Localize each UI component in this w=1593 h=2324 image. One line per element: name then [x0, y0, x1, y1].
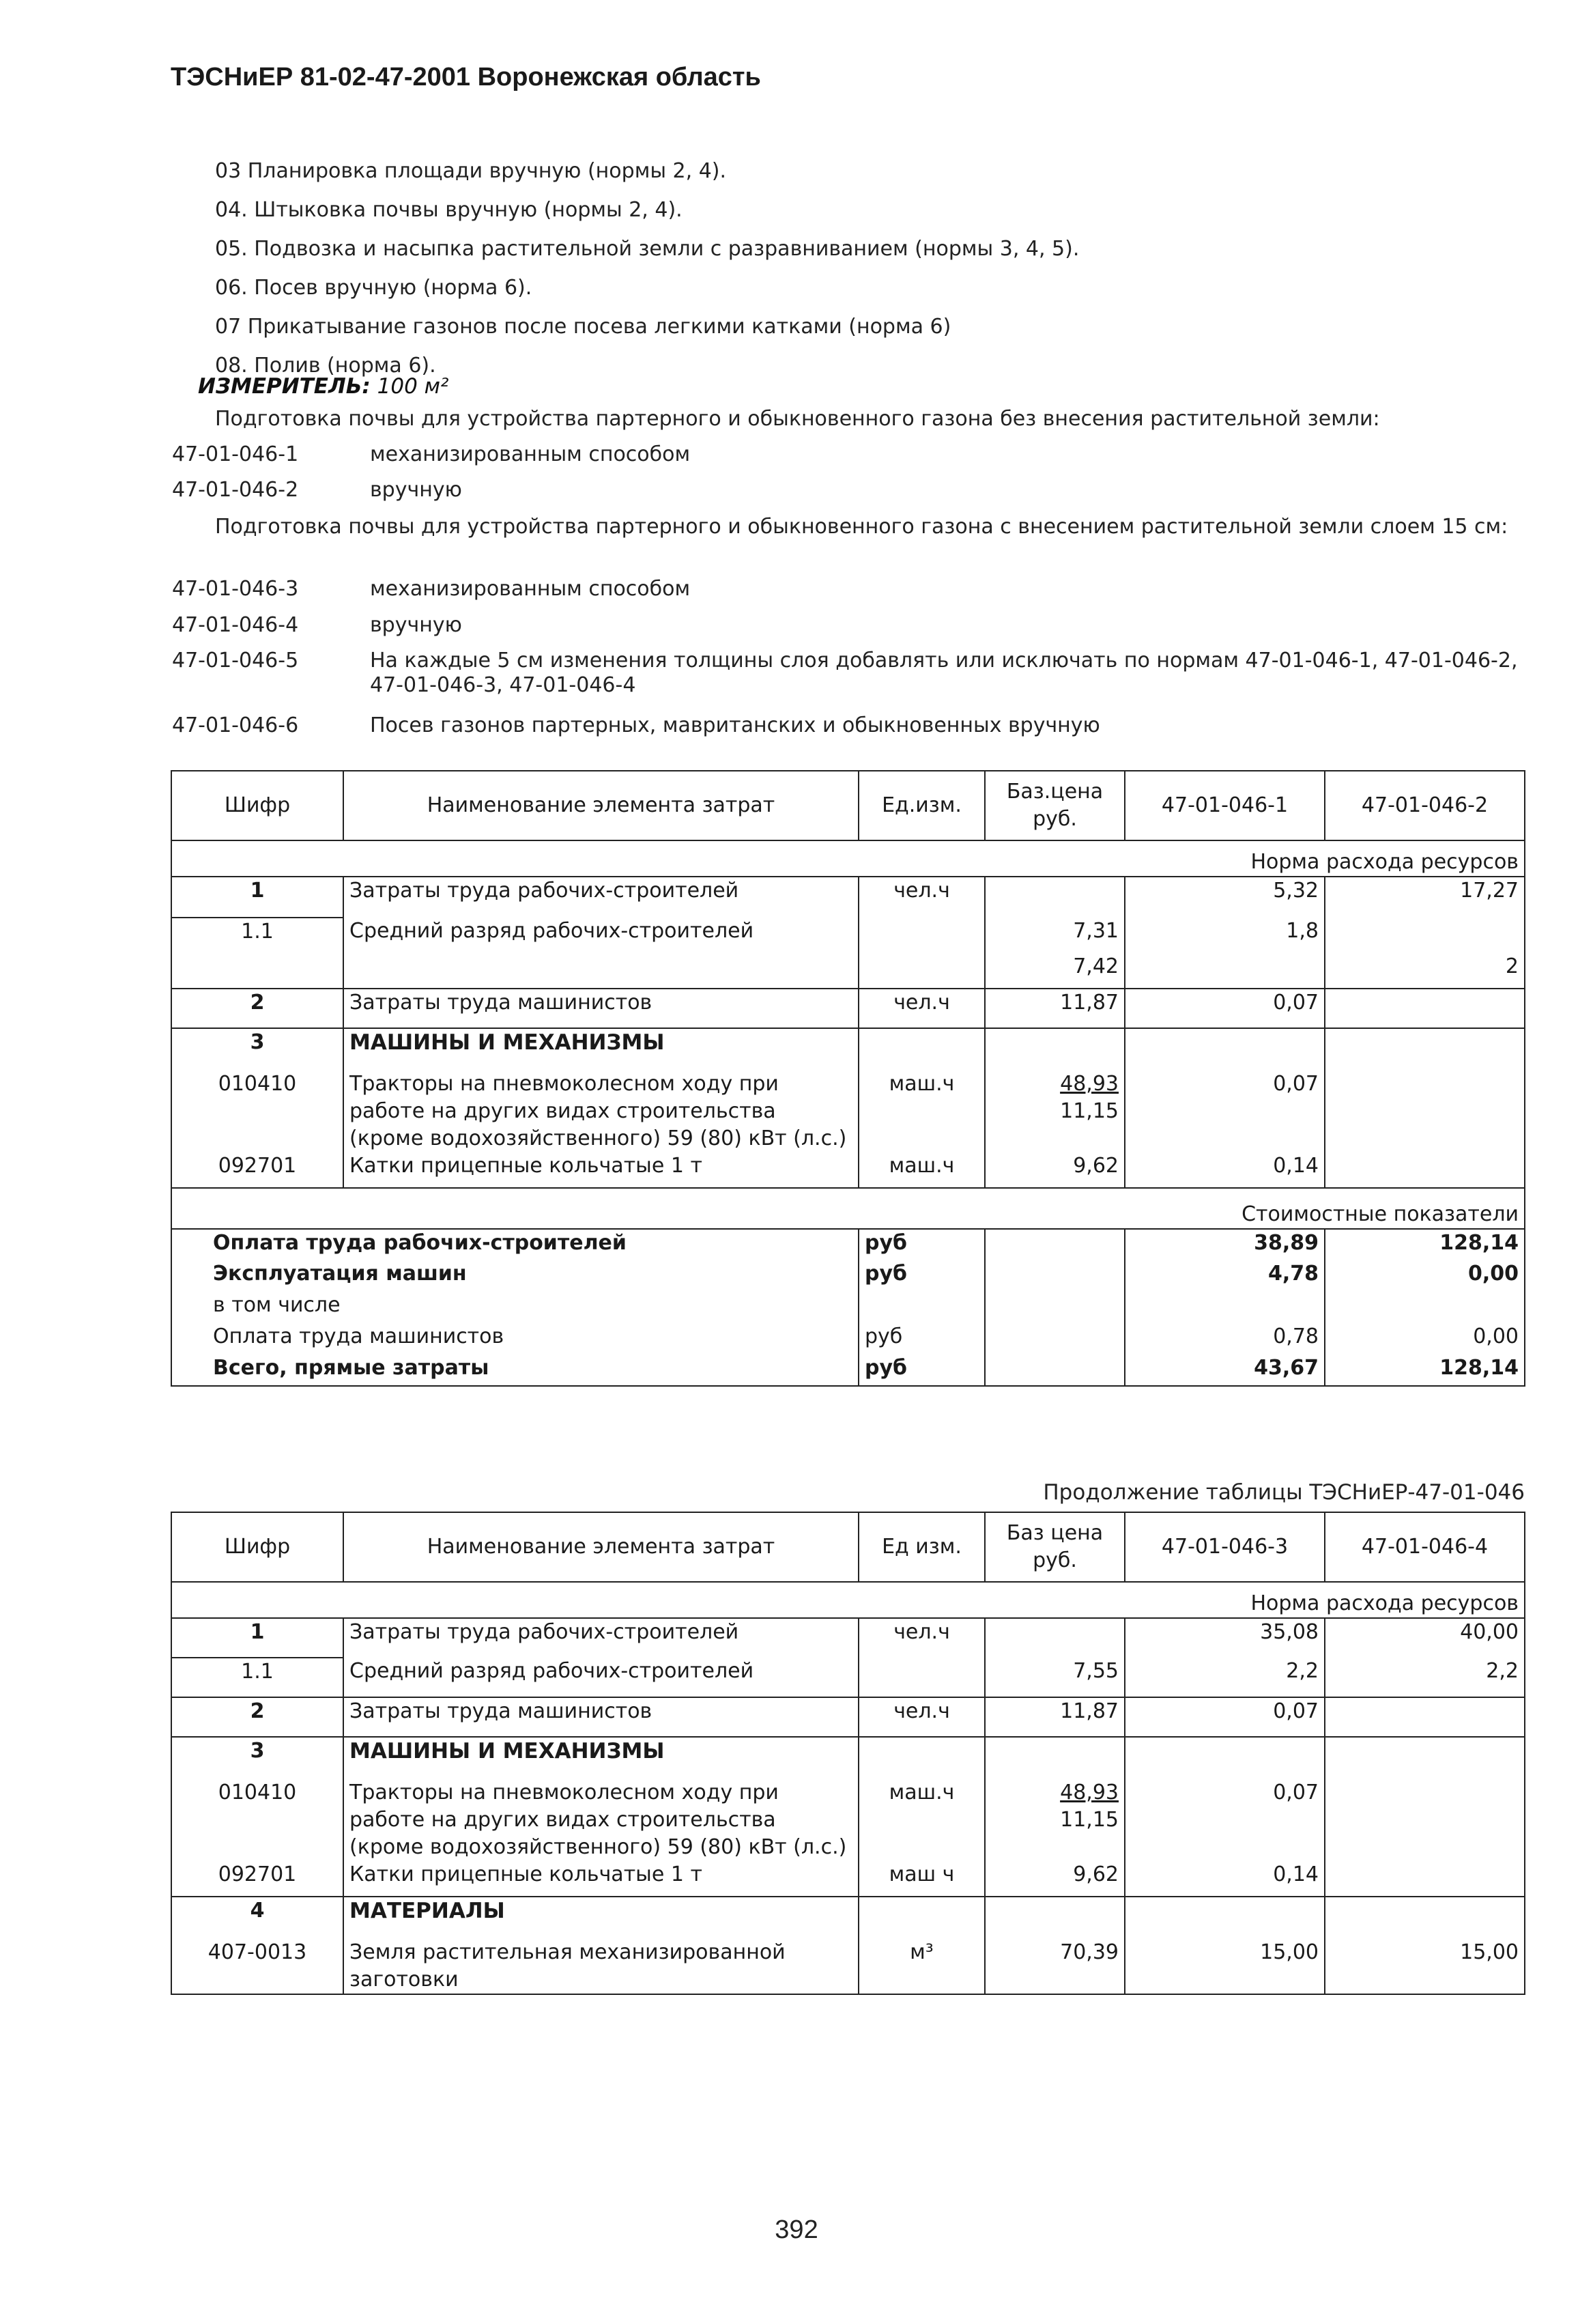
cell-name: Катки прицепные кольчатые 1 т	[343, 1861, 859, 1897]
norm-description: На каждые 5 см изменения толщины слоя добавлять или исключать по нормам 47-01-046-1, 47-01-046-2, 47-01-046-3, 47-01-046-4	[370, 649, 1518, 697]
header-cell: Наименование элемента затрат	[343, 771, 859, 840]
cell-unit: чел.ч	[859, 1618, 985, 1658]
cell-name: Средний разряд рабочих-строителей	[343, 1658, 859, 1697]
cell-value: 15,00	[1125, 1939, 1325, 1994]
table-row	[171, 1697, 1525, 1737]
price-numerator: 48,93	[1060, 1781, 1119, 1804]
cell-code: 2	[171, 989, 343, 1028]
cost-unit: руб	[859, 1229, 985, 1260]
cell-value	[1325, 918, 1525, 953]
cell-price	[985, 1779, 1125, 1861]
cell-value	[1325, 1697, 1525, 1737]
cost-label: Стоимостные показатели	[171, 1188, 1525, 1229]
work-item: 08. Полив (норма 6).	[215, 354, 436, 378]
cost-value: 43,67	[1125, 1355, 1325, 1386]
cost-value	[1325, 1292, 1525, 1323]
cost-unit: руб	[859, 1260, 985, 1292]
header-cell: Ед изм.	[859, 1512, 985, 1582]
cell-value: 0,07	[1125, 1697, 1325, 1737]
section-row	[171, 1028, 1525, 1071]
cell-code: 1.1	[171, 1658, 343, 1697]
header-cell: 47-01-046-3	[1125, 1512, 1325, 1582]
cell-price: 7,42	[985, 953, 1125, 989]
cell-unit: чел.ч	[859, 989, 985, 1028]
measure-unit	[198, 374, 448, 399]
measure-value: 100 м²	[377, 374, 449, 399]
cost-row	[171, 1355, 1525, 1386]
cell-value: 2,2	[1125, 1658, 1325, 1697]
price-numerator: 48,93	[1060, 1072, 1119, 1096]
table-row	[171, 1939, 1525, 1994]
cell-value: 15,00	[1325, 1939, 1525, 1994]
group-title-2: Подготовка почвы для устройства партерного и обыкновенного газона с внесением растительной земли слоем 15 см:	[215, 515, 1508, 539]
document-title: ТЭСНиЕР 81-02-47-2001 Воронежская область	[171, 63, 761, 91]
code-row	[172, 478, 1525, 505]
norm-description: механизированным способом	[370, 577, 691, 601]
cell-code: 2	[171, 1697, 343, 1737]
cell-value: 17,27	[1325, 877, 1525, 918]
section-title: МАШИНЫ И МЕХАНИЗМЫ	[343, 1028, 859, 1071]
table-row	[171, 1152, 1525, 1188]
cell-value: 0,14	[1125, 1861, 1325, 1897]
table-row	[171, 1618, 1525, 1658]
measure-label: ИЗМЕРИТЕЛЬ:	[198, 374, 371, 399]
cell-unit: чел.ч	[859, 1697, 985, 1737]
table-row	[171, 1071, 1525, 1152]
cost-name: Всего, прямые затраты	[171, 1355, 859, 1386]
cell-value	[1325, 1071, 1525, 1152]
table-row	[171, 953, 1525, 989]
cost-row	[171, 1229, 1525, 1260]
cost-name: Оплата труда рабочих-строителей	[171, 1229, 859, 1260]
norm-code: 47-01-046-5	[172, 649, 299, 672]
cost-unit: руб	[859, 1323, 985, 1355]
cell-name	[343, 953, 859, 989]
cost-unit	[859, 1292, 985, 1323]
cost-name: в том числе	[171, 1292, 859, 1323]
table-row	[171, 1779, 1525, 1861]
cell-value: 0,07	[1125, 1779, 1325, 1861]
cell-price	[985, 1071, 1125, 1152]
work-item: 06. Посев вручную (норма 6).	[215, 276, 532, 300]
cost-unit: руб	[859, 1355, 985, 1386]
continuation-caption: Продолжение таблицы ТЭСНиЕР-47-01-046	[1043, 1480, 1525, 1505]
code-row	[172, 442, 1525, 470]
norm-label: Норма расхода ресурсов	[171, 1590, 1525, 1618]
cost-row	[171, 1292, 1525, 1323]
norm-code: 47-01-046-3	[172, 577, 299, 601]
work-item: 07 Прикатывание газонов после посева легкими катками (норма 6)	[215, 315, 951, 339]
norm-description: Посев газонов партерных, мавританских и обыкновенных вручную	[370, 713, 1100, 737]
cell-unit: маш.ч	[859, 1779, 985, 1861]
cell-name: Затраты труда рабочих-строителей	[343, 1618, 859, 1658]
norm-code: 47-01-046-6	[172, 713, 299, 737]
cell-value	[1325, 1779, 1525, 1861]
norm-code: 47-01-046-4	[172, 613, 299, 637]
cost-row	[171, 1260, 1525, 1292]
header-cell: Баз цена руб.	[985, 1512, 1125, 1582]
cell-name: Тракторы на пневмоколесном ходу при работе на других видах строительства (кроме водохозяйственного) 59 (80) кВт (л.с.)	[343, 1071, 859, 1152]
cell-code: 010410	[171, 1071, 343, 1152]
cell-value: 2	[1325, 953, 1525, 989]
table-row	[171, 1658, 1525, 1697]
cell-value: 0,07	[1125, 989, 1325, 1028]
cell-price: 7,55	[985, 1658, 1125, 1697]
cost-value: 0,00	[1325, 1260, 1525, 1292]
cell-unit	[859, 1658, 985, 1697]
cost-value: 4,78	[1125, 1260, 1325, 1292]
cell-unit	[859, 953, 985, 989]
cell-unit: м³	[859, 1939, 985, 1994]
cell-price: 70,39	[985, 1939, 1125, 1994]
table-row	[171, 918, 1525, 953]
cell-name: Катки прицепные кольчатые 1 т	[343, 1152, 859, 1188]
page-number: 392	[775, 2215, 818, 2244]
cell-name: Затраты труда машинистов	[343, 1697, 859, 1737]
cell-price: 7,31	[985, 918, 1125, 953]
cell-code	[171, 953, 343, 989]
cell-code: 4	[171, 1897, 343, 1939]
cell-code: 1	[171, 1618, 343, 1658]
header-cell: Баз.цена руб.	[985, 771, 1125, 840]
table-header-row	[171, 1512, 1525, 1582]
price-denominator: 11,15	[1060, 1099, 1119, 1123]
table-header-row	[171, 771, 1525, 840]
cell-price: 11,87	[985, 1697, 1125, 1737]
header-cell: Ед.изм.	[859, 771, 985, 840]
cell-unit: чел.ч	[859, 877, 985, 918]
norms-table-1	[171, 770, 1525, 1387]
norm-description: вручную	[370, 478, 462, 502]
cell-value	[1325, 989, 1525, 1028]
price-denominator: 11,15	[1060, 1808, 1119, 1832]
cost-value	[1125, 1292, 1325, 1323]
cell-code: 3	[171, 1028, 343, 1071]
group-title-1: Подготовка почвы для устройства партерного и обыкновенного газона без внесения растительной земли:	[215, 407, 1380, 431]
cell-price: 11,87	[985, 989, 1125, 1028]
cell-value	[1325, 1152, 1525, 1188]
cell-name: Затраты труда рабочих-строителей	[343, 877, 859, 918]
cost-value: 0,00	[1325, 1323, 1525, 1355]
cell-value	[1325, 1861, 1525, 1897]
header-cell: Шифр	[171, 771, 343, 840]
cell-price	[985, 1618, 1125, 1658]
cell-price	[985, 877, 1125, 918]
work-item: 04. Штыковка почвы вручную (нормы 2, 4).	[215, 198, 683, 222]
cell-value: 5,32	[1125, 877, 1325, 918]
cell-price: 9,62	[985, 1152, 1125, 1188]
cell-code: 407-0013	[171, 1939, 343, 1994]
table-row	[171, 989, 1525, 1028]
code-row	[172, 649, 1525, 700]
table-row	[171, 877, 1525, 918]
code-row	[172, 613, 1525, 640]
section-row	[171, 1737, 1525, 1779]
cost-name: Эксплуатация машин	[171, 1260, 859, 1292]
cell-code: 1	[171, 877, 343, 918]
cell-name: Затраты труда машинистов	[343, 989, 859, 1028]
work-composition-list	[215, 152, 1079, 385]
header-cell: 47-01-046-2	[1325, 771, 1525, 840]
work-item: 05. Подвозка и насыпка растительной земли с разравниванием (нормы 3, 4, 5).	[215, 237, 1080, 261]
cell-value: 40,00	[1325, 1618, 1525, 1658]
cell-unit: маш.ч	[859, 1152, 985, 1188]
cell-name: Земля растительная механизированной заготовки	[343, 1939, 859, 1994]
cell-code: 092701	[171, 1861, 343, 1897]
cell-unit: маш ч	[859, 1861, 985, 1897]
cell-value: 0,14	[1125, 1152, 1325, 1188]
cell-value: 2,2	[1325, 1658, 1525, 1697]
norm-label-row	[171, 1590, 1525, 1618]
work-item: 03 Планировка площади вручную (нормы 2, 4).	[215, 159, 727, 183]
header-cell: 47-01-046-1	[1125, 771, 1325, 840]
cell-name: Тракторы на пневмоколесном ходу при работе на других видах строительства (кроме водохозяйственного) 59 (80) кВт (л.с.)	[343, 1779, 859, 1861]
cost-row	[171, 1323, 1525, 1355]
cost-value: 38,89	[1125, 1229, 1325, 1260]
section-title: МАШИНЫ И МЕХАНИЗМЫ	[343, 1737, 859, 1779]
norm-code: 47-01-046-1	[172, 442, 299, 466]
table-row	[171, 1861, 1525, 1897]
norm-code: 47-01-046-2	[172, 478, 299, 502]
section-row	[171, 1897, 1525, 1939]
cell-unit	[859, 918, 985, 953]
norm-description: вручную	[370, 613, 462, 637]
cell-value: 0,07	[1125, 1071, 1325, 1152]
header-cell: 47-01-046-4	[1325, 1512, 1525, 1582]
cost-name: Оплата труда машинистов	[171, 1323, 859, 1355]
cell-code: 092701	[171, 1152, 343, 1188]
cell-code: 3	[171, 1737, 343, 1779]
cell-unit: маш.ч	[859, 1071, 985, 1152]
code-row	[172, 713, 1525, 741]
cost-value: 0,78	[1125, 1323, 1325, 1355]
cost-label-row	[171, 1188, 1525, 1229]
cost-value: 128,14	[1325, 1229, 1525, 1260]
norm-label: Норма расхода ресурсов	[171, 849, 1525, 877]
cell-value: 1,8	[1125, 918, 1325, 953]
cost-value: 128,14	[1325, 1355, 1525, 1386]
section-title: МАТЕРИАЛЫ	[343, 1897, 859, 1939]
norms-table-2	[171, 1512, 1525, 1995]
norm-description: механизированным способом	[370, 442, 691, 466]
norm-label-row	[171, 849, 1525, 877]
header-cell: Шифр	[171, 1512, 343, 1582]
cell-value: 35,08	[1125, 1618, 1325, 1658]
code-row	[172, 577, 1525, 604]
cell-code: 1.1	[171, 918, 343, 953]
cell-name: Средний разряд рабочих-строителей	[343, 918, 859, 953]
cell-code: 010410	[171, 1779, 343, 1861]
header-cell: Наименование элемента затрат	[343, 1512, 859, 1582]
cell-value	[1125, 953, 1325, 989]
cell-price: 9,62	[985, 1861, 1125, 1897]
